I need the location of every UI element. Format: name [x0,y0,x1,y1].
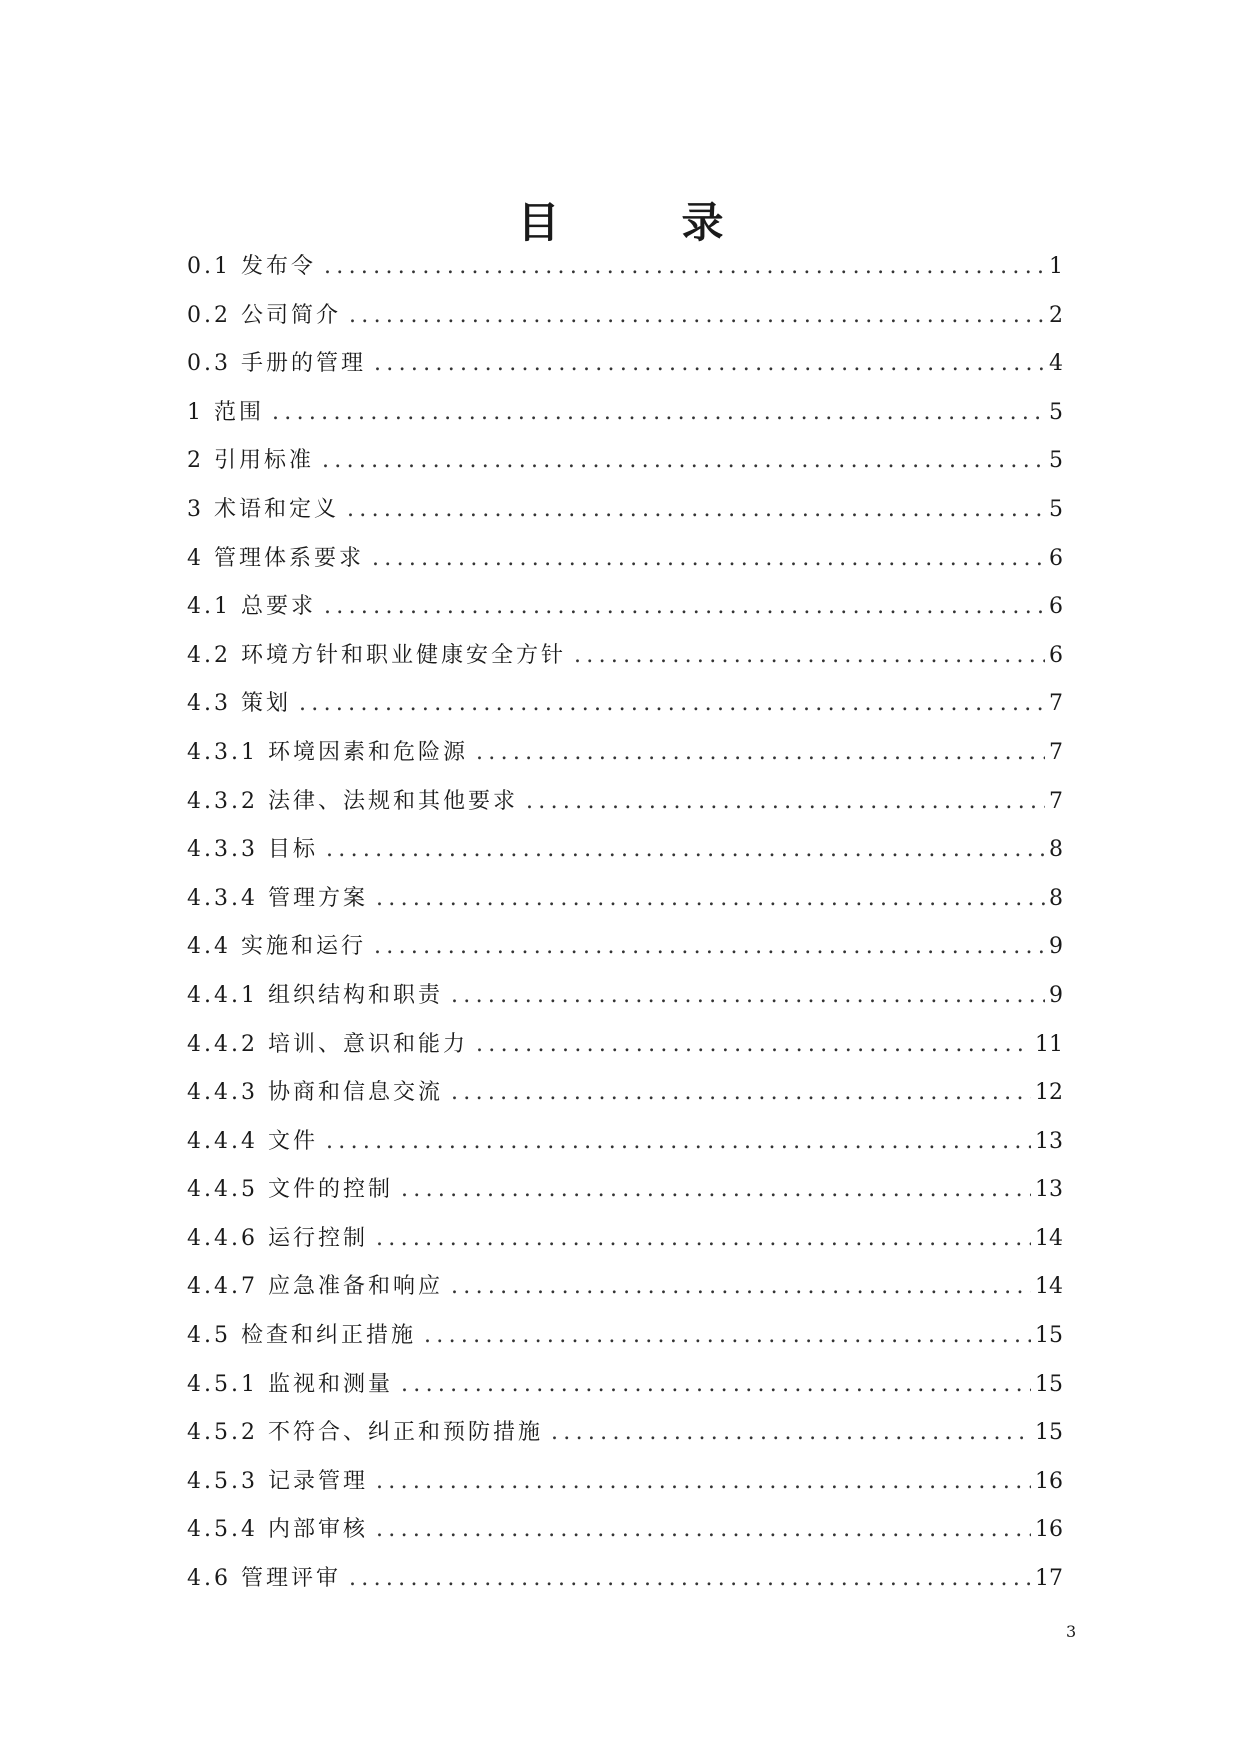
toc-entry-label: 4.4.5 文件的控制 [187,1177,393,1203]
toc-entry-page: 5 [1049,399,1063,425]
toc-entry-page: 15 [1035,1323,1063,1349]
dot-leader [374,349,1045,379]
dot-leader [376,884,1045,914]
toc-entry-label: 4.3.3 目标 [187,837,318,863]
toc-entry[interactable] [187,1272,1063,1321]
toc-entry-page: 4 [1049,351,1063,377]
toc-entry[interactable] [187,981,1063,1030]
toc-entry[interactable] [187,592,1063,641]
page-number: 3 [1066,1622,1077,1641]
toc-entry-page: 9 [1049,934,1063,960]
dot-leader [326,1127,1031,1157]
dot-leader [299,689,1045,719]
toc-entry-page: 8 [1049,885,1063,911]
toc-entry-page: 11 [1035,1031,1063,1057]
toc-entry-label: 4.5 检查和纠正措施 [187,1323,416,1349]
toc-entry-label: 2 引用标准 [187,448,314,474]
toc-entry[interactable] [187,835,1063,884]
toc-entry-page: 16 [1035,1468,1063,1494]
dot-leader [372,544,1045,574]
toc-entry-label: 4.5.4 内部审核 [187,1517,368,1543]
toc-entry-page: 5 [1049,448,1063,474]
toc-entry-label: 4.4.1 组织结构和职责 [187,982,443,1008]
toc-entry[interactable] [187,398,1063,447]
toc-entry-page: 6 [1049,642,1063,668]
toc-entry-page: 7 [1049,739,1063,765]
toc-entry[interactable] [187,641,1063,690]
toc-entry-page: 9 [1049,982,1063,1008]
toc-entry[interactable] [187,349,1063,398]
toc-entry-label: 4.5.1 监视和测量 [187,1371,393,1397]
toc-entry-label: 4.4.4 文件 [187,1128,318,1154]
dot-leader [347,495,1045,525]
toc-entry-page: 5 [1049,496,1063,522]
toc-entry-label: 3 术语和定义 [187,496,339,522]
toc-entry-page: 15 [1035,1420,1063,1446]
toc-entry-label: 0.2 公司简介 [187,302,341,328]
dot-leader [374,932,1045,962]
dot-leader [349,301,1045,331]
toc-entry-page: 16 [1035,1517,1063,1543]
toc-entry[interactable] [187,544,1063,593]
toc-entry[interactable] [187,1321,1063,1370]
dot-leader [401,1370,1031,1400]
dot-leader [476,738,1045,768]
dot-leader [376,1515,1031,1545]
dot-leader [324,252,1045,282]
toc-entry-page: 8 [1049,837,1063,863]
toc-entry-label: 4.1 总要求 [187,594,316,620]
toc-entry-label: 0.3 手册的管理 [187,351,366,377]
dot-leader [326,835,1045,865]
toc-entry[interactable] [187,446,1063,495]
toc-entry[interactable] [187,787,1063,836]
dot-leader [376,1224,1031,1254]
toc-entry-page: 7 [1049,788,1063,814]
toc-entry-label: 4.5.3 记录管理 [187,1468,368,1494]
toc-entry-page: 1 [1049,254,1063,279]
toc-entry-page: 7 [1049,691,1063,717]
table-of-contents [187,252,1063,1613]
toc-entry-label: 4.3.1 环境因素和危险源 [187,739,468,765]
dot-leader [451,1272,1031,1302]
toc-entry[interactable] [187,1030,1063,1079]
toc-entry-label: 4.3.2 法律、法规和其他要求 [187,788,518,814]
dot-leader [272,398,1045,428]
dot-leader [574,641,1045,671]
toc-entry-label: 4 管理体系要求 [187,545,364,571]
toc-entry-label: 1 范围 [187,399,264,425]
toc-entry-page: 17 [1035,1566,1063,1592]
toc-entry[interactable] [187,1078,1063,1127]
toc-entry-label: 4.4.7 应急准备和响应 [187,1274,443,1300]
toc-entry-page: 12 [1035,1080,1063,1106]
toc-entry[interactable] [187,1515,1063,1564]
toc-entry-page: 6 [1049,545,1063,571]
toc-entry[interactable] [187,495,1063,544]
toc-entry[interactable] [187,932,1063,981]
dot-leader [376,1467,1031,1497]
toc-entry[interactable] [187,1370,1063,1419]
toc-entry[interactable] [187,1418,1063,1467]
toc-entry[interactable] [187,1175,1063,1224]
toc-entry-page: 13 [1035,1128,1063,1154]
toc-entry-page: 14 [1035,1274,1063,1300]
toc-entry-label: 4.2 环境方针和职业健康安全方针 [187,642,566,668]
dot-leader [451,981,1045,1011]
toc-entry-label: 4.4 实施和运行 [187,934,366,960]
toc-entry[interactable] [187,884,1063,933]
toc-entry[interactable] [187,1224,1063,1273]
toc-entry[interactable] [187,689,1063,738]
dot-leader [451,1078,1031,1108]
toc-entry-label: 4.3.4 管理方案 [187,885,368,911]
page-title: 目 录 [517,198,764,247]
dot-leader [476,1030,1031,1060]
toc-entry-label: 4.4.6 运行控制 [187,1225,368,1251]
toc-entry-page: 13 [1035,1177,1063,1203]
toc-entry[interactable] [187,738,1063,787]
toc-entry-label: 0.1 发布令 [187,254,316,279]
dot-leader [526,787,1045,817]
toc-entry-label: 4.4.2 培训、意识和能力 [187,1031,468,1057]
dot-leader [349,1564,1031,1594]
toc-entry-label: 4.4.3 协商和信息交流 [187,1080,443,1106]
dot-leader [401,1175,1031,1205]
toc-entry-page: 14 [1035,1225,1063,1251]
toc-entry[interactable] [187,1564,1063,1613]
toc-entry[interactable] [187,301,1063,350]
dot-leader [324,592,1045,622]
toc-entry-label: 4.3 策划 [187,691,291,717]
toc-entry-label: 4.5.2 不符合、纠正和预防措施 [187,1420,543,1446]
toc-entry-page: 15 [1035,1371,1063,1397]
dot-leader [424,1321,1031,1351]
toc-entry[interactable] [187,252,1063,301]
toc-entry[interactable] [187,1127,1063,1176]
toc-entry-label: 4.6 管理评审 [187,1566,341,1592]
toc-entry-page: 2 [1049,302,1063,328]
dot-leader [322,446,1045,476]
toc-entry-page: 6 [1049,594,1063,620]
dot-leader [551,1418,1031,1448]
toc-entry[interactable] [187,1467,1063,1516]
